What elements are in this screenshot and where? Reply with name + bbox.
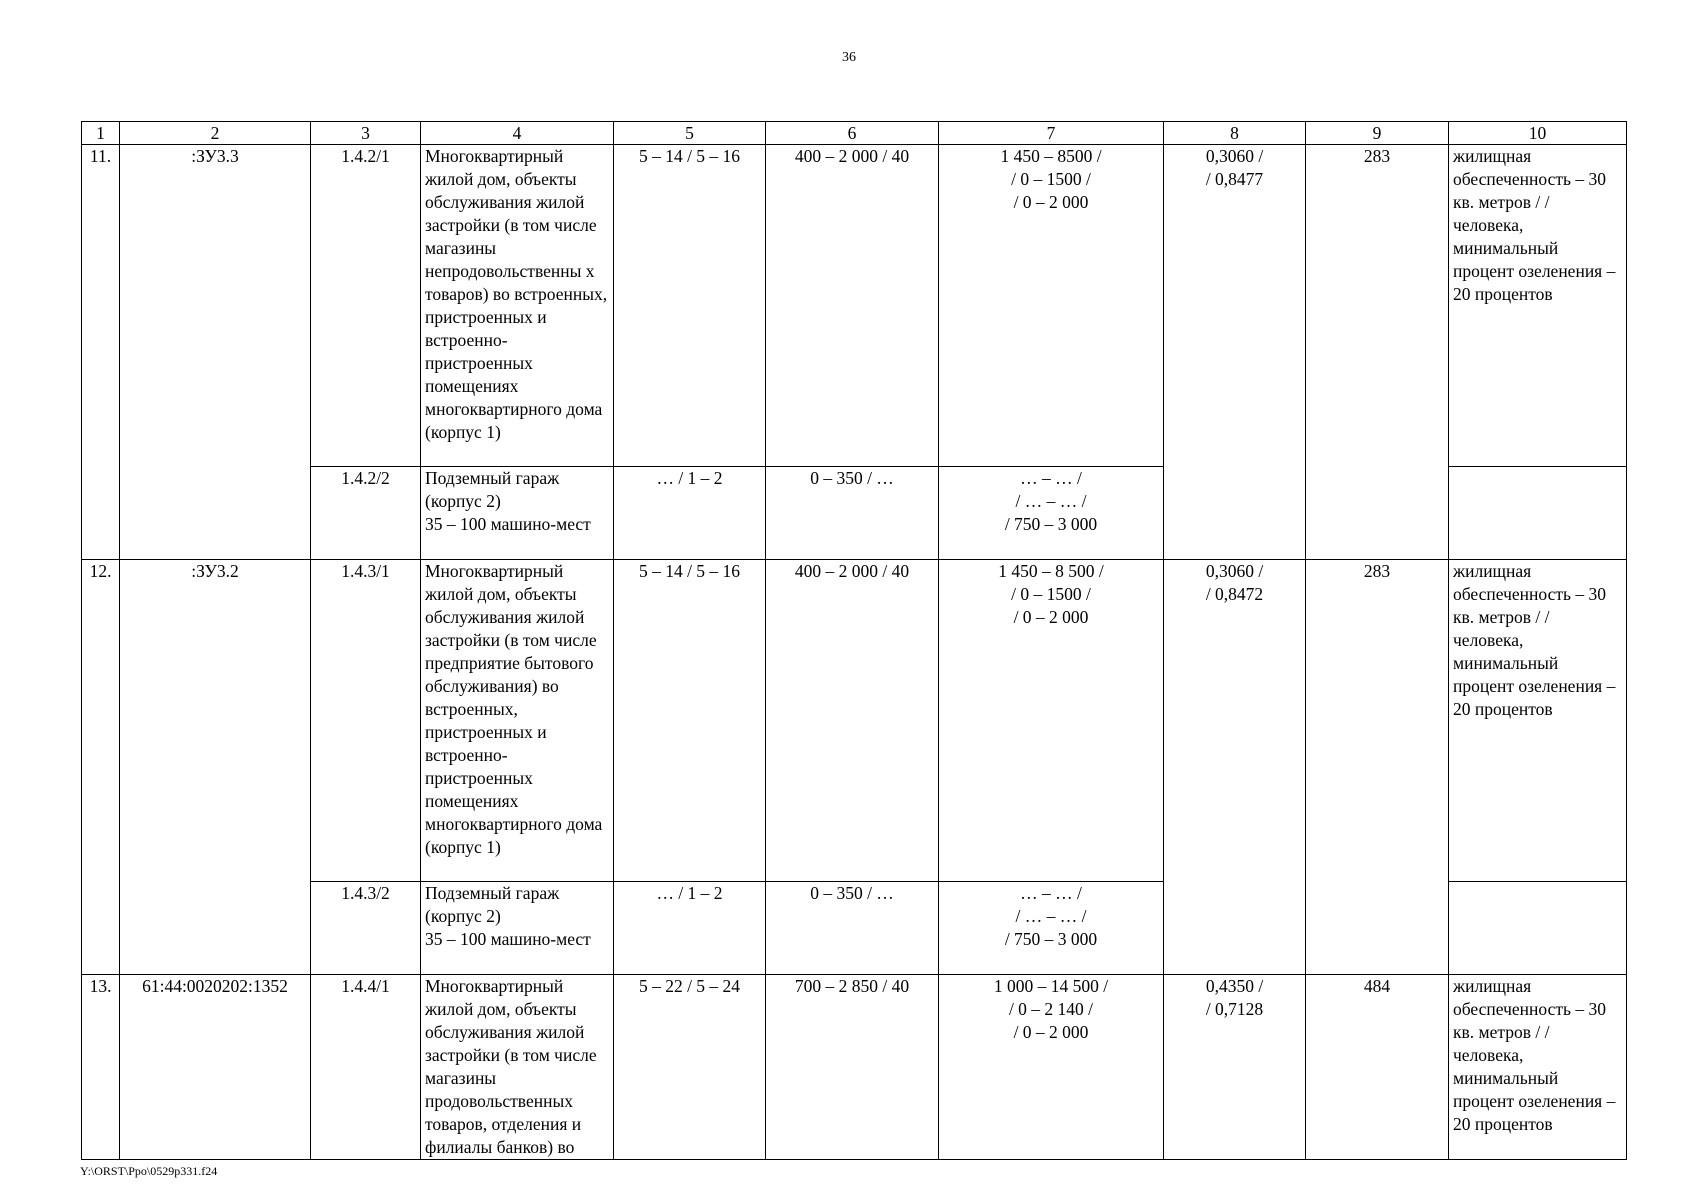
col6-cell: 700 – 2 850 / 40 <box>766 975 939 1160</box>
col9-cell: 283 <box>1306 145 1449 560</box>
table-row <box>82 560 1627 882</box>
col10-cell: жилищная обеспеченность – 30 кв. метров / / человека, минимальный процент озеленения – 20 процентов <box>1449 145 1627 467</box>
col7-cell: … – … / / … – … / / 750 – 3 000 <box>939 467 1164 560</box>
col6-cell: 400 – 2 000 / 40 <box>766 560 939 882</box>
code-cell: 1.4.2/2 <box>311 467 421 560</box>
parcel-id-cell: :ЗУ3.3 <box>120 145 311 560</box>
header-cell: 8 <box>1164 122 1306 145</box>
col8-cell: 0,3060 / / 0,8472 <box>1164 560 1306 975</box>
page-number: 36 <box>842 50 856 65</box>
col5-cell: … / 1 – 2 <box>614 467 766 560</box>
col6-cell: 0 – 350 / … <box>766 467 939 560</box>
header-cell: 5 <box>614 122 766 145</box>
col5-cell: 5 – 14 / 5 – 16 <box>614 145 766 467</box>
header-cell: 10 <box>1449 122 1627 145</box>
col10-cell: жилищная обеспеченность – 30 кв. метров / / человека, минимальный процент озеленения – 20 процентов <box>1449 560 1627 882</box>
header-cell: 2 <box>120 122 311 145</box>
header-cell: 4 <box>421 122 614 145</box>
code-cell: 1.4.4/1 <box>311 975 421 1160</box>
col5-cell: 5 – 22 / 5 – 24 <box>614 975 766 1160</box>
header-cell: 6 <box>766 122 939 145</box>
col10-cell <box>1449 882 1627 975</box>
description-cell: Многоквартирный жилой дом, объекты обслуживания жилой застройки (в том числе магазины продовольственных товаров, отделения и филиалы банков) во <box>421 975 614 1160</box>
col6-cell: 0 – 350 / … <box>766 882 939 975</box>
code-cell: 1.4.3/1 <box>311 560 421 882</box>
col7-cell: … – … / / … – … / / 750 – 3 000 <box>939 882 1164 975</box>
parcel-parameters-table <box>81 121 1627 1160</box>
header-cell: 1 <box>82 122 120 145</box>
col6-cell: 400 – 2 000 / 40 <box>766 145 939 467</box>
table-row <box>82 145 1627 467</box>
row-number-cell: 12. <box>82 560 120 975</box>
col9-cell: 484 <box>1306 975 1449 1160</box>
column-number-header-row <box>82 122 1627 145</box>
header-cell: 7 <box>939 122 1164 145</box>
table-row <box>82 975 1627 1160</box>
description-cell: Многоквартирный жилой дом, объекты обслуживания жилой застройки (в том числе предприятие бытового обслуживания) во встроенных, пристроенных и встроенно-пристроенных помещениях многоквартирного дома (корпус 1) <box>421 560 614 882</box>
col7-cell: 1 450 – 8500 / / 0 – 1500 / / 0 – 2 000 <box>939 145 1164 467</box>
parcel-id-cell: 61:44:0020202:1352 <box>120 975 311 1160</box>
header-cell: 3 <box>311 122 421 145</box>
row-number-cell: 13. <box>82 975 120 1160</box>
header-cell: 9 <box>1306 122 1449 145</box>
description-cell: Многоквартирный жилой дом, объекты обслуживания жилой застройки (в том числе магазины непродовольственны х товаров) во встроенных, пристроенных и встроенно-пристроенных помещениях многоквартирного дома (корпус 1) <box>421 145 614 467</box>
col5-cell: 5 – 14 / 5 – 16 <box>614 560 766 882</box>
col7-cell: 1 000 – 14 500 / / 0 – 2 140 / / 0 – 2 000 <box>939 975 1164 1160</box>
description-cell: Подземный гараж (корпус 2) 35 – 100 машино-мест <box>421 882 614 975</box>
file-path-footer: Y:\ORST\Ppo\0529p331.f24 <box>80 1164 218 1178</box>
code-cell: 1.4.3/2 <box>311 882 421 975</box>
parcel-id-cell: :ЗУ3.2 <box>120 560 311 975</box>
col10-cell: жилищная обеспеченность – 30 кв. метров / / человека, минимальный процент озеленения – 20 процентов <box>1449 975 1627 1160</box>
col5-cell: … / 1 – 2 <box>614 882 766 975</box>
col7-cell: 1 450 – 8 500 / / 0 – 1500 / / 0 – 2 000 <box>939 560 1164 882</box>
description-cell: Подземный гараж (корпус 2) 35 – 100 машино-мест <box>421 467 614 560</box>
row-number-cell: 11. <box>82 145 120 560</box>
code-cell: 1.4.2/1 <box>311 145 421 467</box>
col8-cell: 0,4350 / / 0,7128 <box>1164 975 1306 1160</box>
col8-cell: 0,3060 / / 0,8477 <box>1164 145 1306 560</box>
col10-cell <box>1449 467 1627 560</box>
col9-cell: 283 <box>1306 560 1449 975</box>
